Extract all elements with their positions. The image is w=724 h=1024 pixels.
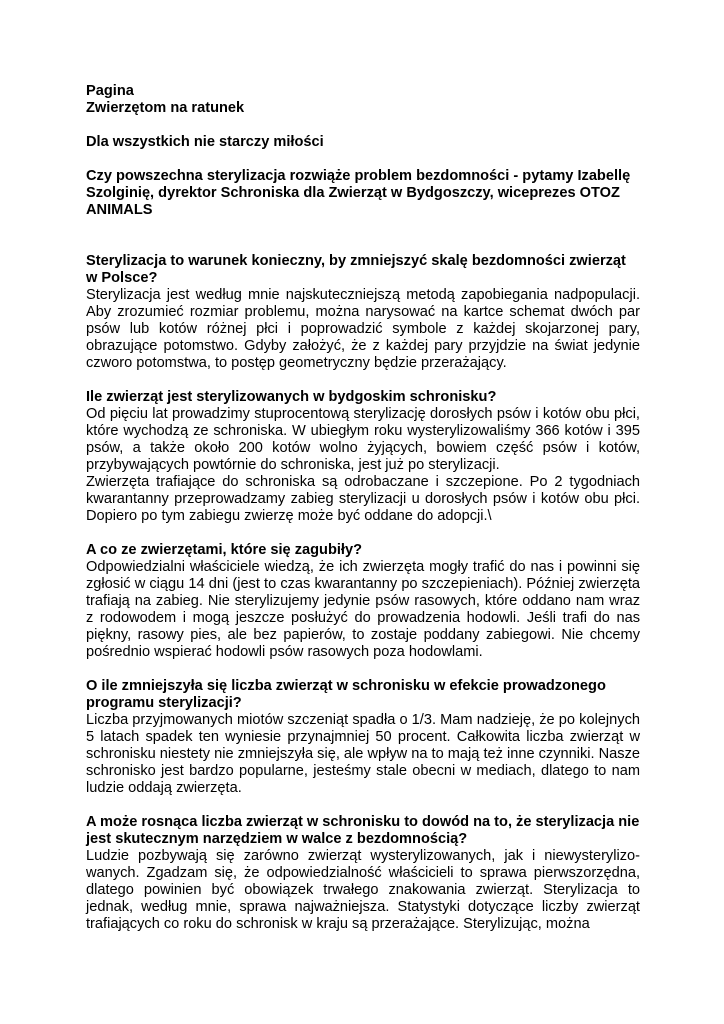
answer-paragraph: Odpowiedzialni właściciele wiedzą, że ich zwierzęta mogły trafić do nas i powinni się zgłosić w ciągu 14 dni (jest to czas kwarantanny po szczepieniach). Później zwierzęta trafiają na zabieg. Nie sterylizujemy jedynie psów rasowych, które oddano nam wraz z rodowodem i mogą jeszcze posłużyć do prowadzenia hodowli. Jeśli trafi do nas piękny, rasowy pies, ale bez papierów, to zostaje poddany zabiegowi. Nie chcemy pośrednio wspierać hodowli psów rasowych poza hodowlami. — [86, 559, 640, 660]
question-heading: Sterylizacja to warunek konieczny, by zmniejszyć skalę bezdomności zwierząt w Polsce? — [86, 253, 626, 286]
spacer — [86, 151, 640, 168]
spacer — [86, 236, 640, 253]
spacer — [86, 372, 640, 389]
question-heading: Ile zwierząt jest sterylizowanych w bydgoskim schronisku? — [86, 389, 497, 405]
spacer — [86, 219, 640, 236]
qa-section — [86, 814, 640, 933]
qa-section — [86, 253, 640, 372]
article-title: Dla wszystkich nie starczy miłości — [86, 134, 324, 150]
spacer — [86, 525, 640, 542]
qa-section — [86, 389, 640, 525]
qa-section — [86, 678, 640, 797]
spacer — [86, 661, 640, 678]
answer-paragraph: Liczba przyjmowanych miotów szczeniąt spadła o 1/3. Mam nadzieję, że po kolejnych 5 latach spadek ten wyniesie przynajmniej 50 procent. Całkowita liczba zwierząt w schronisku niestety nie zmniejszyła się, ale wpływ na to mają też inne czynniki. Nasze schronisko jest bardzo popularne, jesteśmy stale obecni w mediach, dlatego to nam ludzie oddają zwierzęta. — [86, 712, 640, 796]
qa-section — [86, 542, 640, 661]
question-heading: A może rosnąca liczba zwierząt w schronisku to dowód na to, że sterylizacja nie jest skutecznym narzędziem w walce z bezdomnością? — [86, 814, 640, 847]
spacer — [86, 797, 640, 814]
spacer — [86, 117, 640, 134]
column-title: Zwierzętom na ratunek — [86, 100, 245, 116]
document-page — [86, 83, 640, 933]
answer-paragraph: Od pięciu lat prowadzimy stuprocentową sterylizację dorosłych psów i kotów obu płci, które wychodzą ze schroniska. W ubiegłym roku wysterylizowaliśmy 366 kotów i 395 psów, a także około 200 kotów wolno żyjących, bowiem część psów i kotów, przybywających powtórnie do schroniska, jest już po sterylizacji. — [86, 406, 640, 473]
answer-paragraph: Zwierzęta trafiające do schroniska są odrobaczane i szczepione. Po 2 tygodniach kwarantanny przeprowadzamy zabieg sterylizacji u dorosłych psów i kotów obu płci. Dopiero po tym zabiegu zwierzę może być oddane do adopcji.\ — [86, 474, 640, 524]
answer-paragraph: Sterylizacja jest według mnie najskuteczniejszą metodą zapobiegania nadpopulacji. Aby zrozumieć rozmiar problemu, można narysować na kartce schemat dwóch par psów lub kotów różnej płci i poprowadzić symbole z każdej skojarzonej pary, obrazujące potomstwo. Gdyby założyć, że z każdej pary przyjdzie na świat jedynie czworo potomstwa, to postęp geometryczny będzie przerażający. — [86, 287, 640, 371]
section-label: Pagina — [86, 83, 134, 99]
question-heading: O ile zmniejszyła się liczba zwierząt w schronisku w efekcie prowadzonego programu sterylizacji? — [86, 678, 606, 711]
question-heading: A co ze zwierzętami, które się zagubiły? — [86, 542, 363, 558]
answer-paragraph: Ludzie pozbywają się zarówno zwierząt wysterylizowanych, jak i niewysterylizo-wanych. Zgadzam się, że odpowiedzialność właścicieli to sprawa pierwszorzędna, dlatego powinien być obowiązek trwałego znakowania zwierząt. Sterylizacja to jednak, według mnie, sprawa najważniejsza. Statystyki dotyczące liczby zwierząt trafiających co roku do schronisk w kraju są przerażające. Sterylizując, można — [86, 848, 640, 932]
article-lead: Czy powszechna sterylizacja rozwiąże problem bezdomności - pytamy Izabellę Szolginię, dyrektor Schroniska dla Zwierząt w Bydgoszczy, wiceprezes OTOZ ANIMALS — [86, 168, 631, 218]
